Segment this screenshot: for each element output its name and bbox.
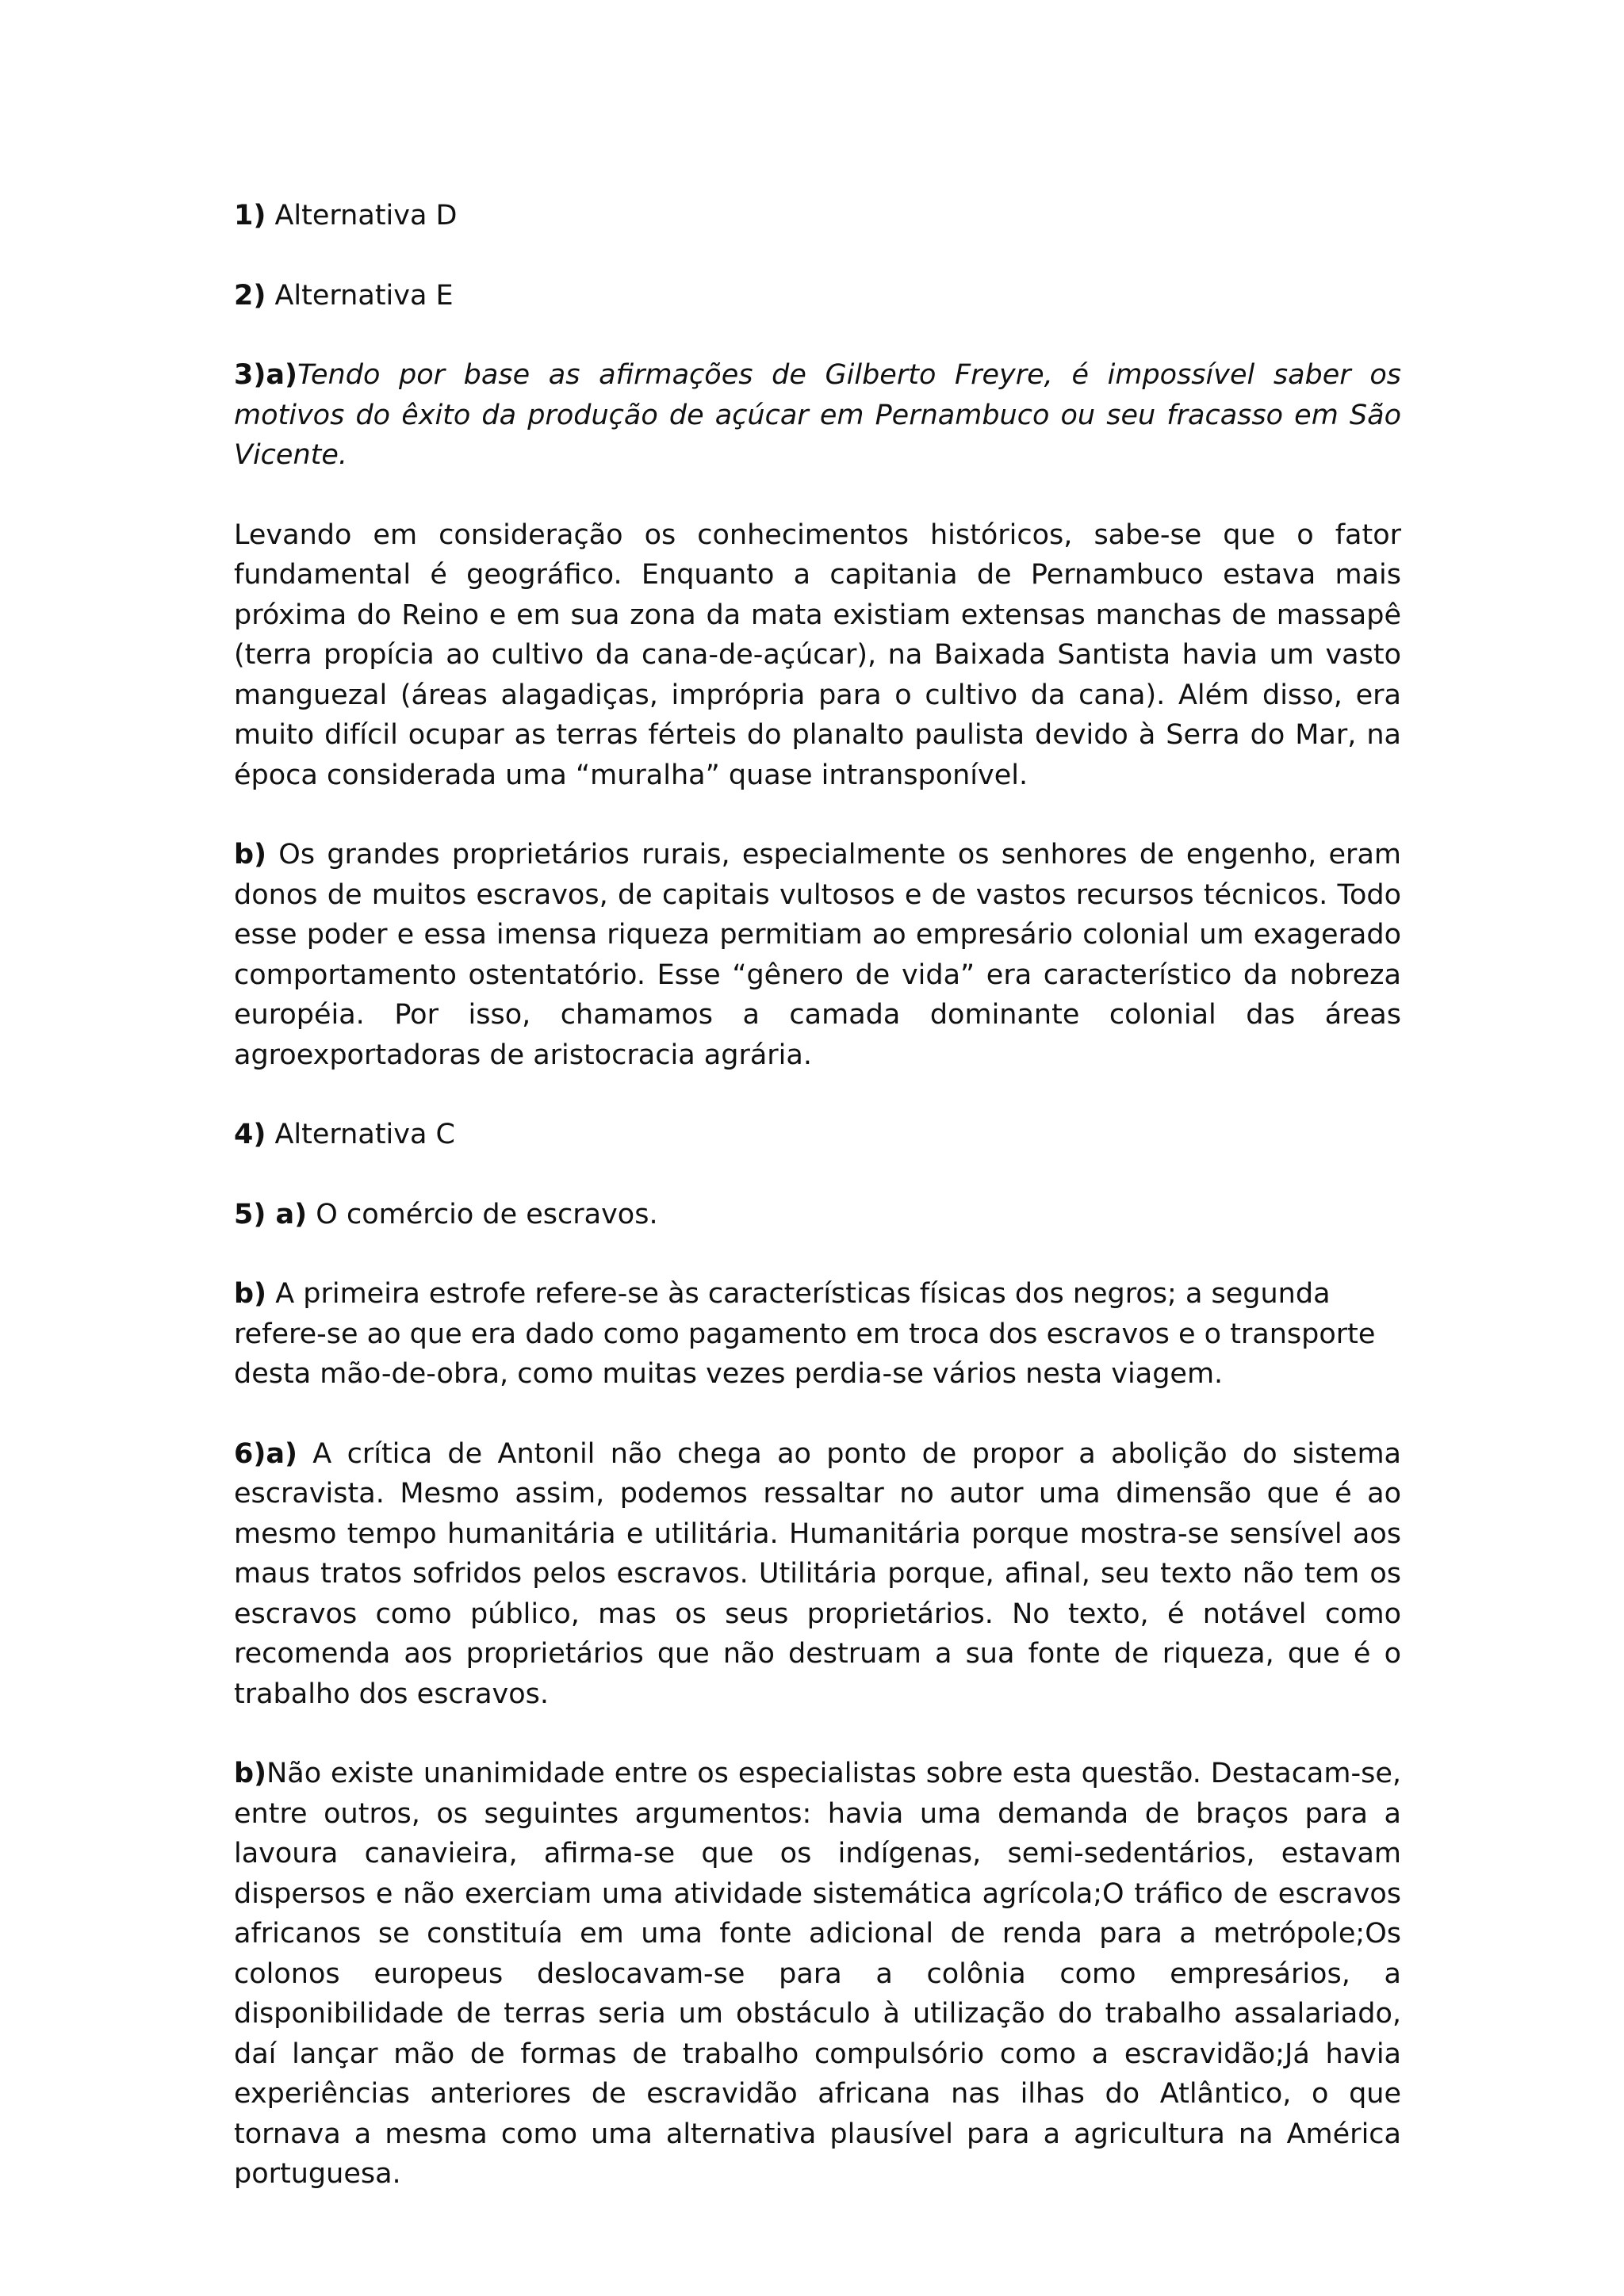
answer-2 bbox=[234, 276, 1401, 316]
answer-6b-text: Não existe unanimidade entre os especialistas sobre esta questão. Destacam-se, entre outros, os seguintes argumentos: havia uma demanda de braços para a lavoura canavieira, afirma-se que os indígenas, semi-sedentários, estavam dispersos e não exerciam uma atividade sistemática agrícola;O tráfico de escravos africanos se constituía em uma fonte adicional de renda para a metrópole;Os colonos europeus deslocavam-se para a colônia como empresários, a disponibilidade de terras seria um obstáculo à utilização do trabalho assalariado, daí lançar mão de formas de trabalho compulsório como a escravidão;Já havia experiências anteriores de escravidão africana nas ilhas do Atlântico, o que tornava a mesma como uma alternativa plausível para a agricultura na América portuguesa. bbox=[234, 1758, 1401, 2190]
answer-4-label: 4) bbox=[234, 1119, 266, 1150]
answer-1-label: 1) bbox=[234, 200, 266, 232]
answer-3a-text: Tendo por base as afirmações de Gilberto Freyre, é impossível saber os motivos do êxito da produção de açúcar em Pernambuco ou seu fracasso em São Vicente. bbox=[234, 359, 1401, 471]
answer-3b-label: b) bbox=[234, 839, 267, 871]
answer-5a-text: O comércio de escravos. bbox=[307, 1198, 658, 1230]
answer-2-text: Alternativa E bbox=[266, 279, 454, 312]
answer-key-text bbox=[234, 196, 1401, 2234]
answer-6b bbox=[234, 1754, 1401, 2195]
answer-6b-label: b) bbox=[234, 1758, 267, 1789]
answer-3a-explanation: Levando em consideração os conhecimentos históricos, sabe-se que o fator fundamental é geográfico. Enquanto a capitania de Pernambuco estava mais próxima do Reino e em sua zona da mata existiam extensas manchas de massapê (terra propícia ao cultivo da cana-de-açúcar), na Baixada Santista havia um vasto manguezal (áreas alagadiças, imprópria para o cultivo da cana). Além disso, era muito difícil ocupar as terras férteis do planalto paulista devido à Serra do Mar, na época considerada uma “muralha” quase intransponível. bbox=[234, 519, 1401, 791]
answer-5a bbox=[234, 1195, 1401, 1235]
answer-2-label: 2) bbox=[234, 279, 266, 312]
answer-3b-text: Os grandes proprietários rurais, especialmente os senhores de engenho, eram donos de muitos escravos, de capitais vultosos e de vastos recursos técnicos. Todo esse poder e essa imensa riqueza permitiam ao empresário colonial um exagerado comportamento ostentatório. Esse “gênero de vida” era característico da nobreza européia. Por isso, chamamos a camada dominante colonial das áreas agroexportadoras de aristocracia agrária. bbox=[234, 839, 1401, 1071]
answer-6a-text: A crítica de Antonil não chega ao ponto de propor a abolição do sistema escravista. Mesmo assim, podemos ressaltar no autor uma dimensão que é ao mesmo tempo humanitária e utilitária. Humanitária porque mostra-se sensível aos maus tratos sofridos pelos escravos. Utilitária porque, afinal, seu texto não tem os escravos como público, mas os seus proprietários. No texto, é notável como recomenda aos proprietários que não destruam a sua fonte de riqueza, que é o trabalho dos escravos. bbox=[234, 1437, 1401, 1710]
answer-6a-label: 6)a) bbox=[234, 1437, 297, 1470]
answer-3a bbox=[234, 355, 1401, 476]
answer-4-text: Alternativa C bbox=[266, 1119, 455, 1150]
answer-3b bbox=[234, 835, 1401, 1075]
answer-3a-label: 3)a) bbox=[234, 359, 297, 391]
answer-5b-label: b) bbox=[234, 1278, 267, 1310]
answer-6a bbox=[234, 1434, 1401, 1715]
answer-5a-label: 5) a) bbox=[234, 1198, 308, 1230]
answer-5b bbox=[234, 1274, 1401, 1395]
answer-1 bbox=[234, 196, 1401, 236]
answer-4 bbox=[234, 1115, 1401, 1155]
answer-1-text: Alternativa D bbox=[266, 200, 458, 232]
answer-5b-text: A primeira estrofe refere-se às características físicas dos negros; a segunda refere-se ao que era dado como pagamento em troca dos escravos e o transporte desta mão-de-obra, como muitas vezes perdia-se vários nesta viagem. bbox=[234, 1278, 1376, 1390]
